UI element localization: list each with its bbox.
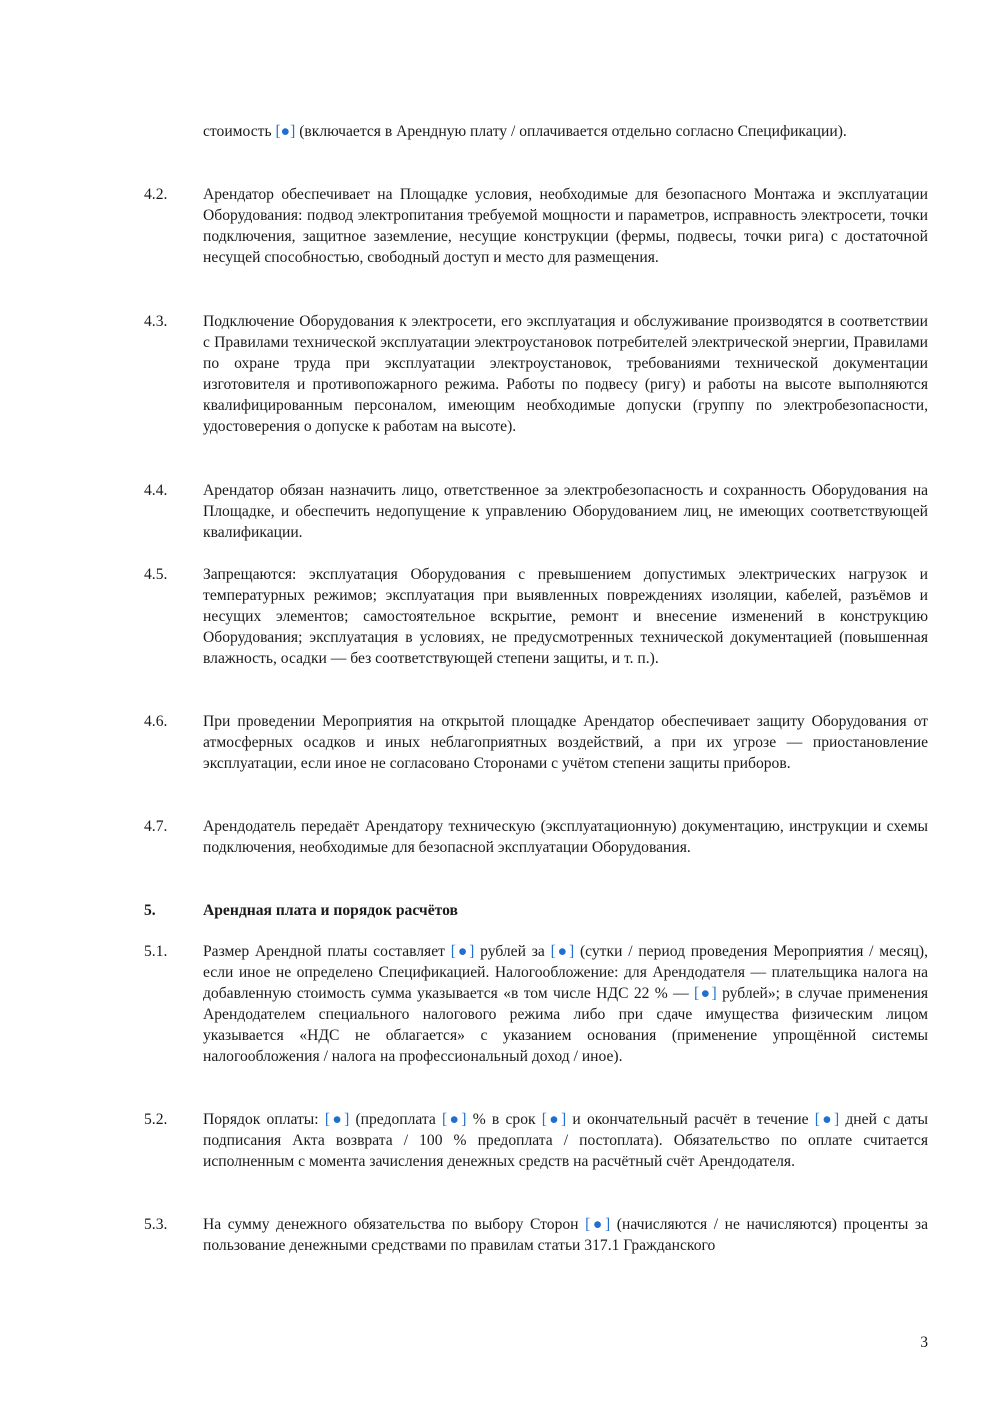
text-run: Арендатор обеспечивает на Площадке условия, необходимые для безопасного Монтажа и эксплуатации Оборудования: подвод электропитания требуемой мощности и параметров, исправность электросети, точки подключения, защитное заземление, несущие конструкции (фермы, подвесы, точки рига) с достаточной несущей способностью, свободный доступ и место для размещения. [203, 186, 928, 267]
text-run: % в срок [466, 1111, 542, 1128]
clause-number: 4.7. [144, 818, 168, 835]
text-run: Арендатор обязан назначить лицо, ответственное за электробезопасность и сохранность Оборудования на Площадке, и обеспечить недопущение к управлению Оборудованием лиц, не имеющих соответствующей квалификации. [203, 482, 928, 542]
clause-number: 5.1. [144, 943, 168, 960]
clause-text [203, 311, 928, 438]
placeholder-marker: [●] [442, 1111, 467, 1128]
text-run: стоимость [203, 123, 276, 140]
clause-number: 4.2. [144, 186, 168, 203]
clause-number: 5.3. [144, 1216, 168, 1233]
clause-text [203, 941, 928, 1068]
text-run: (сутки / период проведения Мероприятия / месяц), если иное не определено Спецификацией. Налогообложение: для Арендодателя — плательщика налога на добавленную стоимость сумма указывается «в том числе НДС 22 % — [203, 943, 929, 1003]
text-run: Подключение Оборудования к электросети, его эксплуатация и обслуживание производятся в соответствии с Правилами технической эксплуатации электроустановок потребителей электрической энергии, Правилами по охране труда при эксплуатации электроустановок, требованиями технической документации изготовителя и противопожарного режима. Работы по подвесу (ригу) и работы на высоте выполняются квалифицированным персоналом, имеющим необходимые допуски (группу по электробезопасности, удостоверения о допуске к работам на высоте). [203, 313, 928, 436]
section-number: 5. [144, 902, 156, 919]
clause-text [203, 1109, 928, 1172]
text-run: (включается в Арендную плату / оплачивается отдельно согласно Спецификации). [295, 123, 847, 140]
clause-text [203, 184, 928, 268]
continuation-text [203, 121, 928, 142]
clause-number: 4.6. [144, 713, 168, 730]
text-run: Арендная плата и порядок расчётов [203, 902, 458, 919]
text-run: рублей»; в случае применения Арендодателем специального налогового режима либо при сдаче имущества физическим лицом указывается «НДС не облагается» с указанием основания (применение упрощённой системы налогообложения / налога на профессиональный доход / иное). [203, 985, 928, 1066]
text-run: (начисляются / не начисляются) проценты за пользование денежными средствами по правилам статьи 317.1 Гражданского [203, 1216, 928, 1255]
clause-text [203, 564, 928, 669]
clause-text [203, 1214, 928, 1256]
placeholder-marker: [●] [541, 1111, 567, 1128]
clause-number: 5.2. [144, 1111, 168, 1128]
text-run: Порядок оплаты: [203, 1111, 325, 1128]
page-number: 3 [920, 1334, 928, 1351]
placeholder-marker: [●] [694, 985, 717, 1003]
text-run: Размер Арендной платы составляет [203, 943, 451, 960]
text-run: и окончательный расчёт в течение [566, 1111, 815, 1128]
clause-number: 4.5. [144, 566, 168, 583]
text-run: (предоплата [349, 1111, 443, 1128]
text-run: Запрещаются: эксплуатация Оборудования с превышением допустимых электрических нагрузок и температурных режимов; эксплуатация при выявленных повреждениях изоляции, кабелей, разъёмов и несущих элементов; самостоятельное вскрытие, ремонт и внесение изменений в конструкцию Оборудования; эксплуатация в условиях, не предусмотренных технической документацией (повышенная влажность, осадки — без соответствующей степени защиты, и т. п.). [203, 566, 928, 668]
text-run: На сумму денежного обязательства по выбору Сторон [203, 1216, 586, 1233]
placeholder-marker: [●] [324, 1111, 350, 1128]
placeholder-marker: [●] [814, 1111, 840, 1128]
placeholder-marker: [●] [585, 1216, 611, 1233]
text-run: Арендодатель передаёт Арендатору техническую (эксплуатационную) документацию, инструкции и схемы подключения, необходимые для безопасной эксплуатации Оборудования. [203, 818, 928, 857]
text-run: При проведении Мероприятия на открытой площадке Арендатор обеспечивает защиту Оборудования от атмосферных осадков и иных неблагоприятных воздействий, а при их угрозе — приостановление эксплуатации, если иное не согласовано Сторонами с учётом степени защиты приборов. [203, 713, 928, 773]
clause-text [203, 816, 928, 858]
clause-text [203, 711, 928, 774]
text-run: дней с даты подписания Акта возврата / 100 % предоплата / постоплата). Обязательство по оплате считается исполненным с момента зачисления денежных средств на расчётный счёт Арендодателя. [203, 1111, 929, 1171]
section-title [203, 900, 928, 921]
text-run: рублей за [474, 943, 551, 960]
clause-number: 4.4. [144, 482, 168, 499]
clause-number: 4.3. [144, 313, 168, 330]
placeholder-marker: [●] [550, 943, 575, 960]
clause-text [203, 480, 928, 543]
placeholder-marker: [●] [275, 123, 296, 140]
placeholder-marker: [●] [450, 943, 475, 960]
